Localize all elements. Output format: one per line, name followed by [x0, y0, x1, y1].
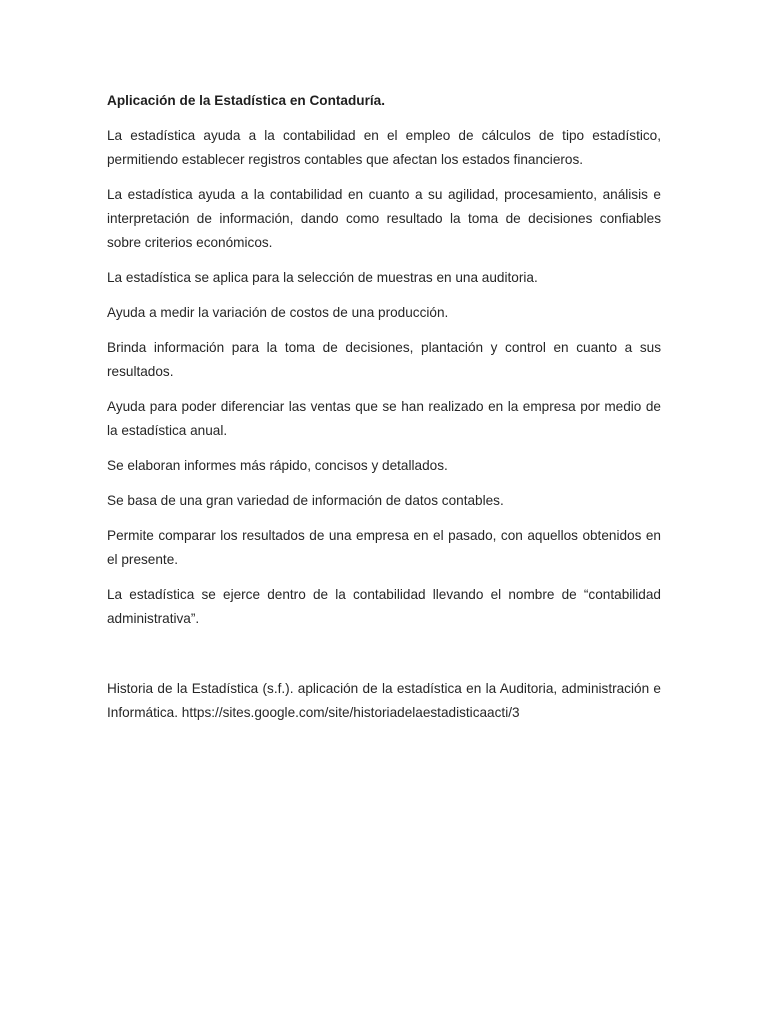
paragraph: Permite comparar los resultados de una empresa en el pasado, con aquellos obtenidos en el presente. [107, 528, 661, 567]
paragraph: La estadística ayuda a la contabilidad en el empleo de cálculos de tipo estadístico, permitiendo establecer registros contables que afectan los estados financieros. [107, 128, 661, 167]
paragraph: La estadística se aplica para la selección de muestras en una auditoria. [107, 270, 538, 285]
paragraph: La estadística ayuda a la contabilidad en cuanto a su agilidad, procesamiento, análisis e interpretación de información, dando como resultado la toma de decisiones confiables sobre criterios económicos. [107, 187, 661, 250]
blank-line [107, 642, 661, 677]
document-title: Aplicación de la Estadística en Contaduría. [107, 93, 385, 108]
paragraph: Se basa de una gran variedad de información de datos contables. [107, 493, 504, 508]
paragraph: Ayuda para poder diferenciar las ventas que se han realizado en la empresa por medio de la estadística anual. [107, 399, 661, 438]
document-body [107, 89, 661, 725]
paragraph: La estadística se ejerce dentro de la contabilidad llevando el nombre de “contabilidad administrativa”. [107, 587, 661, 626]
paragraph: Se elaboran informes más rápido, concisos y detallados. [107, 458, 448, 473]
reference-citation: Historia de la Estadística (s.f.). aplicación de la estadística en la Auditoria, administración e Informática. https://sites.google.com/site/historiadelaestadisticaacti/3 [107, 681, 661, 720]
paragraph: Ayuda a medir la variación de costos de una producción. [107, 305, 449, 320]
paragraph: Brinda información para la toma de decisiones, plantación y control en cuanto a sus resultados. [107, 340, 661, 379]
